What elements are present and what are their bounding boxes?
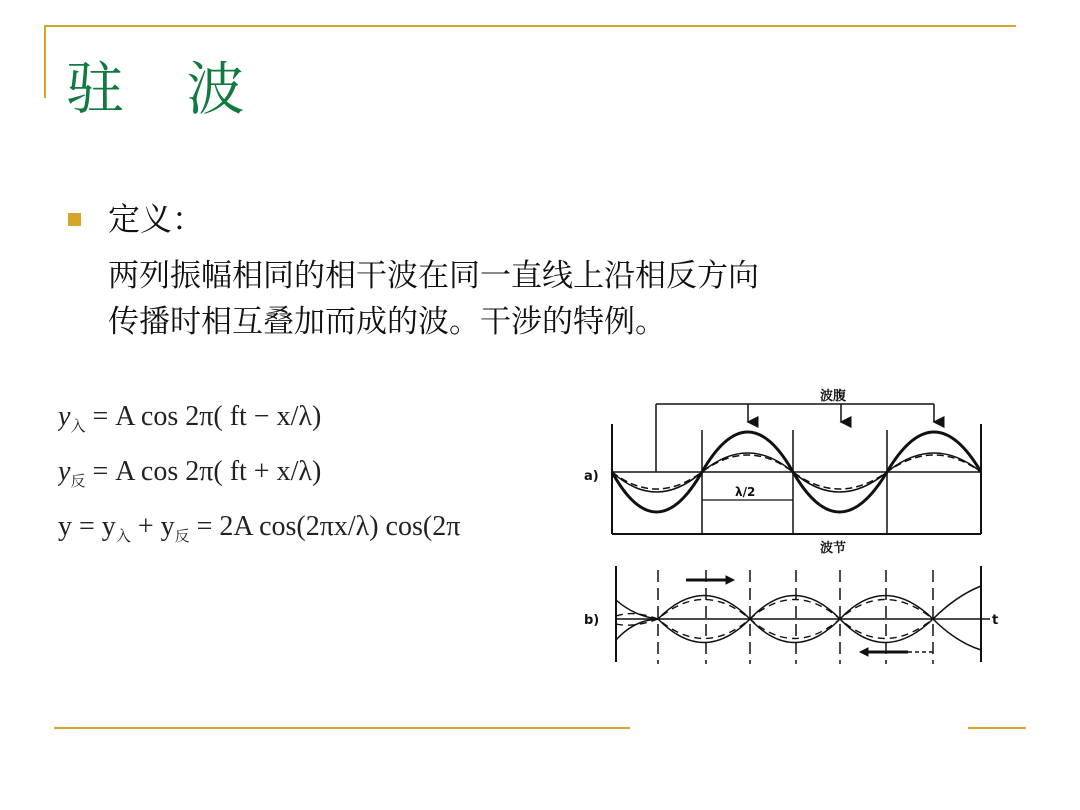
formula-superposition: $y = y_入 + y_反 = 2A$ cos(2πx/λ) cos(2π [58, 511, 461, 545]
footer-rule-right [968, 727, 1026, 729]
slide-title: 驻 波 [66, 55, 267, 123]
definition-line-2: 传播时相互叠加而成的波。干涉的特例。 [108, 304, 666, 340]
formula-block [58, 397, 563, 562]
bullet-square-icon [68, 213, 81, 226]
footer-rule-left [54, 727, 630, 729]
label-a: a) [584, 469, 599, 484]
standing-wave-diagram [578, 384, 1008, 669]
label-t: t [992, 613, 999, 628]
definition-line-1: 两列振幅相同的相干波在同一直线上沿相反方向 [108, 258, 759, 294]
label-b: b) [584, 613, 600, 628]
panel-a [612, 404, 981, 534]
label-node: 波节 [820, 541, 847, 556]
formula-reflected: $y_反 = A$ cos 2π( ft + x/λ) [58, 456, 322, 490]
frame-top-rule [44, 25, 1016, 27]
formula-incident: $y_入 = A$ cos 2π( ft − x/λ) [58, 401, 322, 435]
label-half-wavelength: λ/2 [735, 485, 756, 499]
panel-b [616, 566, 990, 664]
label-antinode: 波腹 [820, 389, 847, 404]
frame-left-rule [44, 25, 46, 98]
definition-text [108, 253, 759, 345]
definition-label: 定义： [108, 200, 205, 238]
